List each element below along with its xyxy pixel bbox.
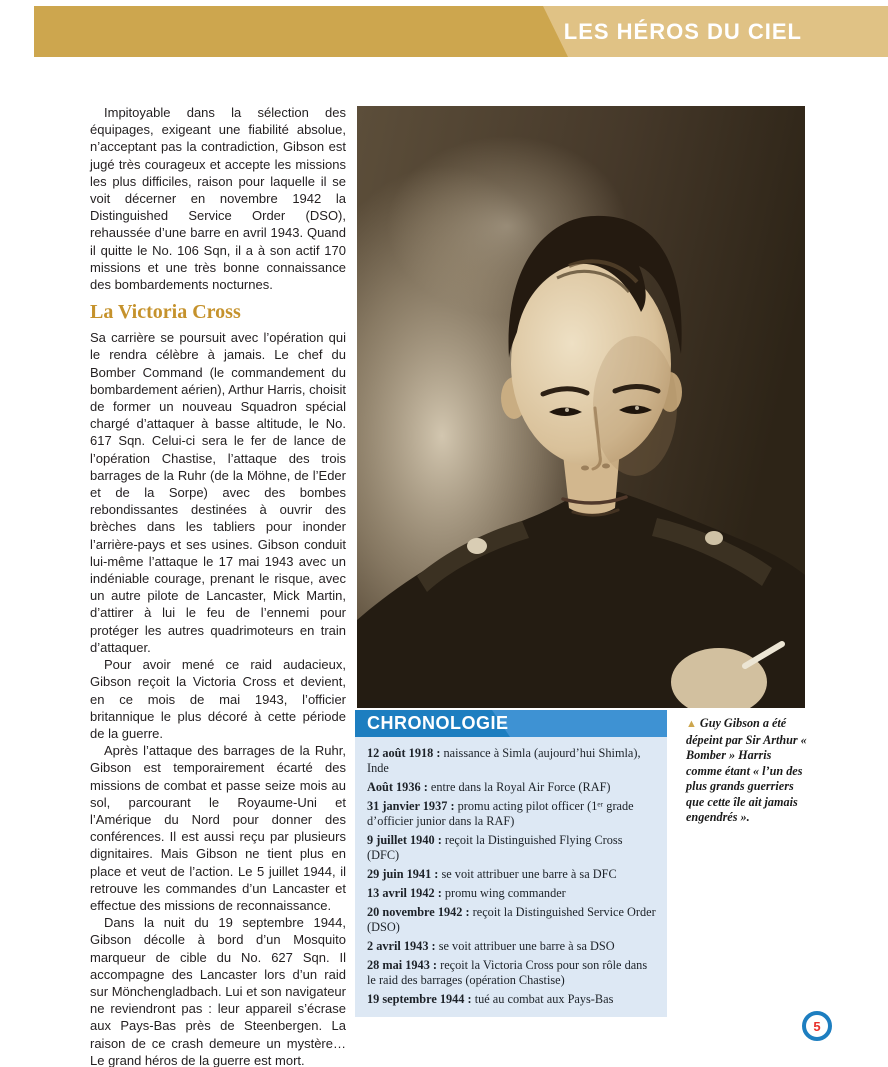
- header-band-dark-segment: [34, 6, 568, 57]
- page-number: 5: [813, 1018, 821, 1034]
- chronology-entry-text: reçoit la Victoria Cross pour son rôle dans le raid des barrages (opération Chastise): [367, 958, 648, 987]
- chronology-header: [355, 710, 667, 737]
- chronology-entry-date: 12 août 1918 :: [367, 746, 444, 760]
- chronology-entry-text: tué au combat aux Pays-Bas: [474, 992, 614, 1006]
- caption-triangle-icon: ▲: [686, 718, 697, 730]
- chronology-entry: [367, 833, 657, 863]
- chronology-entry-date: 20 novembre 1942 :: [367, 905, 473, 919]
- chronology-entry: [367, 867, 657, 882]
- chronology-entry-date: 9 juillet 1940 :: [367, 833, 445, 847]
- nostril: [602, 464, 610, 469]
- eye-glint: [565, 408, 569, 412]
- page-number-badge: [802, 1011, 832, 1041]
- chronology-entry: [367, 992, 657, 1007]
- epaulette-button: [467, 538, 487, 554]
- photo-caption: [686, 716, 808, 826]
- header-band: [34, 6, 888, 57]
- chronology-entry-text: naissance à Simla (aujourd’hui Shimla), Inde: [367, 746, 641, 775]
- page-title: LES HÉROS DU CIEL: [563, 18, 802, 44]
- article-paragraph: Pour avoir mené ce raid audacieux, Gibson reçoit la Victoria Cross et devient, en ce mois de mai 1943, l’officier britannique le plus décoré à cette période de la guerre.: [90, 657, 346, 741]
- chronology-entry-text: se voit attribuer une barre à sa DFC: [441, 867, 617, 881]
- article-paragraph: Dans la nuit du 19 septembre 1944, Gibson décolle à bord d’un Mosquito marqueur de cible du No. 627 Sqn. Il accompagne des Lancaster lors d’un raid sur Mönchengladbach. Lui et son navigateur ne reviendront pas : leur appareil s’écrase aux Pays-Bas près de Steenbergen. La raison de ce crash demeure un mystère… Le grand héros de la guerre est mort.: [90, 915, 346, 1067]
- chronology-entry-date: 31 janvier 1937 :: [367, 799, 458, 813]
- chronology-title: CHRONOLOGIE: [367, 713, 509, 733]
- chronology-entry-date: 13 avril 1942 :: [367, 886, 445, 900]
- section-heading: La Victoria Cross: [90, 301, 241, 324]
- chronology-entry: [367, 780, 657, 795]
- epaulette-button: [705, 531, 723, 545]
- chronology-entry-date: 29 juin 1941 :: [367, 867, 442, 881]
- nostril: [581, 466, 589, 471]
- chronology-entry-text: reçoit la Distinguished Service Order (DSO): [367, 905, 656, 934]
- chronology-box: [355, 710, 667, 1017]
- chronology-entry-text: reçoit la Distinguished Flying Cross (DFC): [367, 833, 623, 862]
- chronology-entry: [367, 799, 657, 829]
- article-column: [90, 104, 346, 1067]
- article-paragraph: Impitoyable dans la sélection des équipages, exigeant une fiabilité absolue, n’acceptant pas la contradiction, Gibson est jugé très courageux et accepte les missions les plus difficiles, raison pour laquelle il se voit décerner en novembre 1942 la Distinguished Service Order (DSO), rehaussée d’une barre en avril 1943. Quand il quitte le No. 106 Sqn, il a à son actif 170 missions et une très bonne connaissance des bombardements nocturnes.: [90, 105, 346, 293]
- caption-text: Guy Gibson a été dépeint par Sir Arthur « Bomber » Harris comme étant « l’un des plus grands guerriers que cette île ait jamais engendrés ».: [686, 716, 807, 824]
- article-paragraph: Sa carrière se poursuit avec l’opération qui le rendra célèbre à jamais. Le chef du Bomber Command (le commandement du bombardement aérien), Arthur Harris, choisit de former un nouveau Squadron spécial chargé d’attaquer à basse altitude, le No. 617 Sqn. Celui-ci sera le fer de lance de l’opération Chastise, l’attaque des trois barrages de la Ruhr (de la Möhne, de l’Eder et de la Sorpe) avec des bombes rebondissantes destinées à ouvrir des brèches dans les tabliers pour inonder l’arrière-pays et ses usines. Gibson conduit lui-même l’attaque le 17 mai 1943 avec un indéniable courage, prenant le risque, avec un autre pilote de Lancaster, Mick Martin, d’attirer à lui le feu de l’ennemi pour protéger les autres quadrimoteurs en train d’attaquer.: [90, 330, 346, 655]
- chronology-entry: [367, 905, 657, 935]
- chronology-list: [355, 737, 667, 1017]
- chronology-entry-date: 28 mai 1943 :: [367, 958, 441, 972]
- guy-gibson-photo: [357, 106, 805, 708]
- chronology-entry: [367, 958, 657, 988]
- chronology-entry: [367, 886, 657, 901]
- chronology-entry-text: entre dans la Royal Air Force (RAF): [430, 780, 611, 794]
- chronology-entry-text: se voit attribuer une barre à sa DSO: [438, 939, 615, 953]
- chronology-entry-text: promu acting pilot officer (1ᵉʳ grade d’officier junior dans la RAF): [367, 799, 634, 828]
- chronology-entry-date: 2 avril 1943 :: [367, 939, 439, 953]
- chronology-entry-date: Août 1936 :: [367, 780, 431, 794]
- chronology-entry-text: promu wing commander: [444, 886, 566, 900]
- article-paragraph: Après l’attaque des barrages de la Ruhr, Gibson est temporairement écarté des missions de combat et passe seize mois au sol, parcourant le Royaume-Uni et l’Amérique du Nord pour donner des conférences. Il est aussi reçu par plusieurs dignitaires. Mais Gibson ne tient plus en place et veut de l’action. Le 5 juillet 1944, il retrouve les commandes d’un Lancaster et effectue des missions de reconnaissance.: [90, 743, 346, 913]
- chronology-entry: [367, 939, 657, 954]
- portrait-illustration: [357, 106, 805, 708]
- chronology-entry-date: 19 septembre 1944 :: [367, 992, 475, 1006]
- chronology-entry: [367, 746, 657, 776]
- eye-glint: [635, 406, 639, 410]
